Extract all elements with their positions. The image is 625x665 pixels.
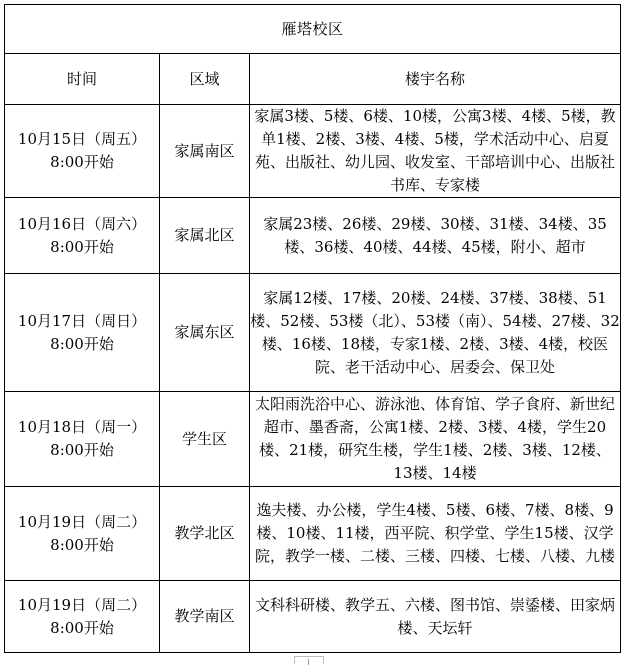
buildings-cell: 家属3楼、5楼、6楼、10楼，公寓3楼、4楼、5楼，教单1楼、2楼、3楼、4楼、5楼，学术活动中心、启夏苑、出版社、幼儿园、收发室、干部培训中心、出版社书库、专家楼 <box>250 105 621 198</box>
date-text: 10月17日（周日） <box>17 311 147 330</box>
start-text: 8:00开始 <box>50 334 114 353</box>
table-row <box>5 581 621 653</box>
date-text: 10月16日（周六） <box>17 214 147 233</box>
schedule-table <box>4 4 621 653</box>
buildings-cell: 文科科研楼、教学五、六楼、图书馆、崇鋈楼、田家炳楼、天坛轩 <box>250 581 621 653</box>
table-row <box>5 198 621 274</box>
date-text: 10月15日（周五） <box>17 130 147 148</box>
time-cell <box>5 581 160 653</box>
buildings-cell: 太阳雨洗浴中心、游泳池、体育馆、学子食府、新世纪超市、墨香斋，公寓1楼、2楼、3楼、4楼，学生20楼、21楼，研究生楼，学生1楼、2楼、3楼、12楼、13楼、14楼 <box>250 392 621 487</box>
area-cell: 教学北区 <box>160 487 250 581</box>
table-row <box>5 392 621 487</box>
handle-tick <box>308 659 309 665</box>
time-cell <box>5 274 160 392</box>
buildings-cell: 家属12楼、17楼、20楼、24楼、37楼、38楼、51楼、52楼、53楼（北）、53楼（南）、54楼、27楼、32楼、16楼、18楼，专家1楼、2楼、3楼、4楼，校医院、老干活动中心、居委会、保卫处 <box>250 274 621 392</box>
start-text: 8:00开始 <box>50 618 114 637</box>
table-row <box>5 105 621 198</box>
table-row <box>5 487 621 581</box>
area-cell: 学生区 <box>160 392 250 487</box>
time-cell <box>5 105 160 198</box>
header-time: 时间 <box>5 54 160 105</box>
table-row <box>5 274 621 392</box>
date-text: 10月18日（周一） <box>17 418 147 436</box>
time-cell <box>5 198 160 274</box>
start-text: 8:00开始 <box>50 153 114 171</box>
area-cell: 家属东区 <box>160 274 250 392</box>
area-cell: 家属北区 <box>160 198 250 274</box>
table-resize-handle[interactable] <box>294 656 324 664</box>
area-cell: 教学南区 <box>160 581 250 653</box>
date-text: 10月19日（周二） <box>17 512 147 531</box>
area-cell: 家属南区 <box>160 105 250 198</box>
header-row <box>5 54 621 105</box>
table-title: 雁塔校区 <box>5 5 621 54</box>
time-cell <box>5 392 160 487</box>
start-text: 8:00开始 <box>50 441 114 459</box>
time-cell <box>5 487 160 581</box>
header-area: 区域 <box>160 54 250 105</box>
start-text: 8:00开始 <box>50 237 114 256</box>
start-text: 8:00开始 <box>50 535 114 554</box>
header-buildings: 楼宇名称 <box>250 54 621 105</box>
date-text: 10月19日（周二） <box>17 595 147 614</box>
buildings-cell: 逸夫楼、办公楼，学生4楼、5楼、6楼、7楼、8楼、9楼、10楼、11楼，西平院、积学堂、学生15楼、汉学院，教学一楼、二楼、三楼、四楼、七楼、八楼、九楼 <box>250 487 621 581</box>
buildings-cell: 家属23楼、26楼、29楼、30楼、31楼、34楼、35楼、36楼、40楼、44楼、45楼，附小、超市 <box>250 198 621 274</box>
